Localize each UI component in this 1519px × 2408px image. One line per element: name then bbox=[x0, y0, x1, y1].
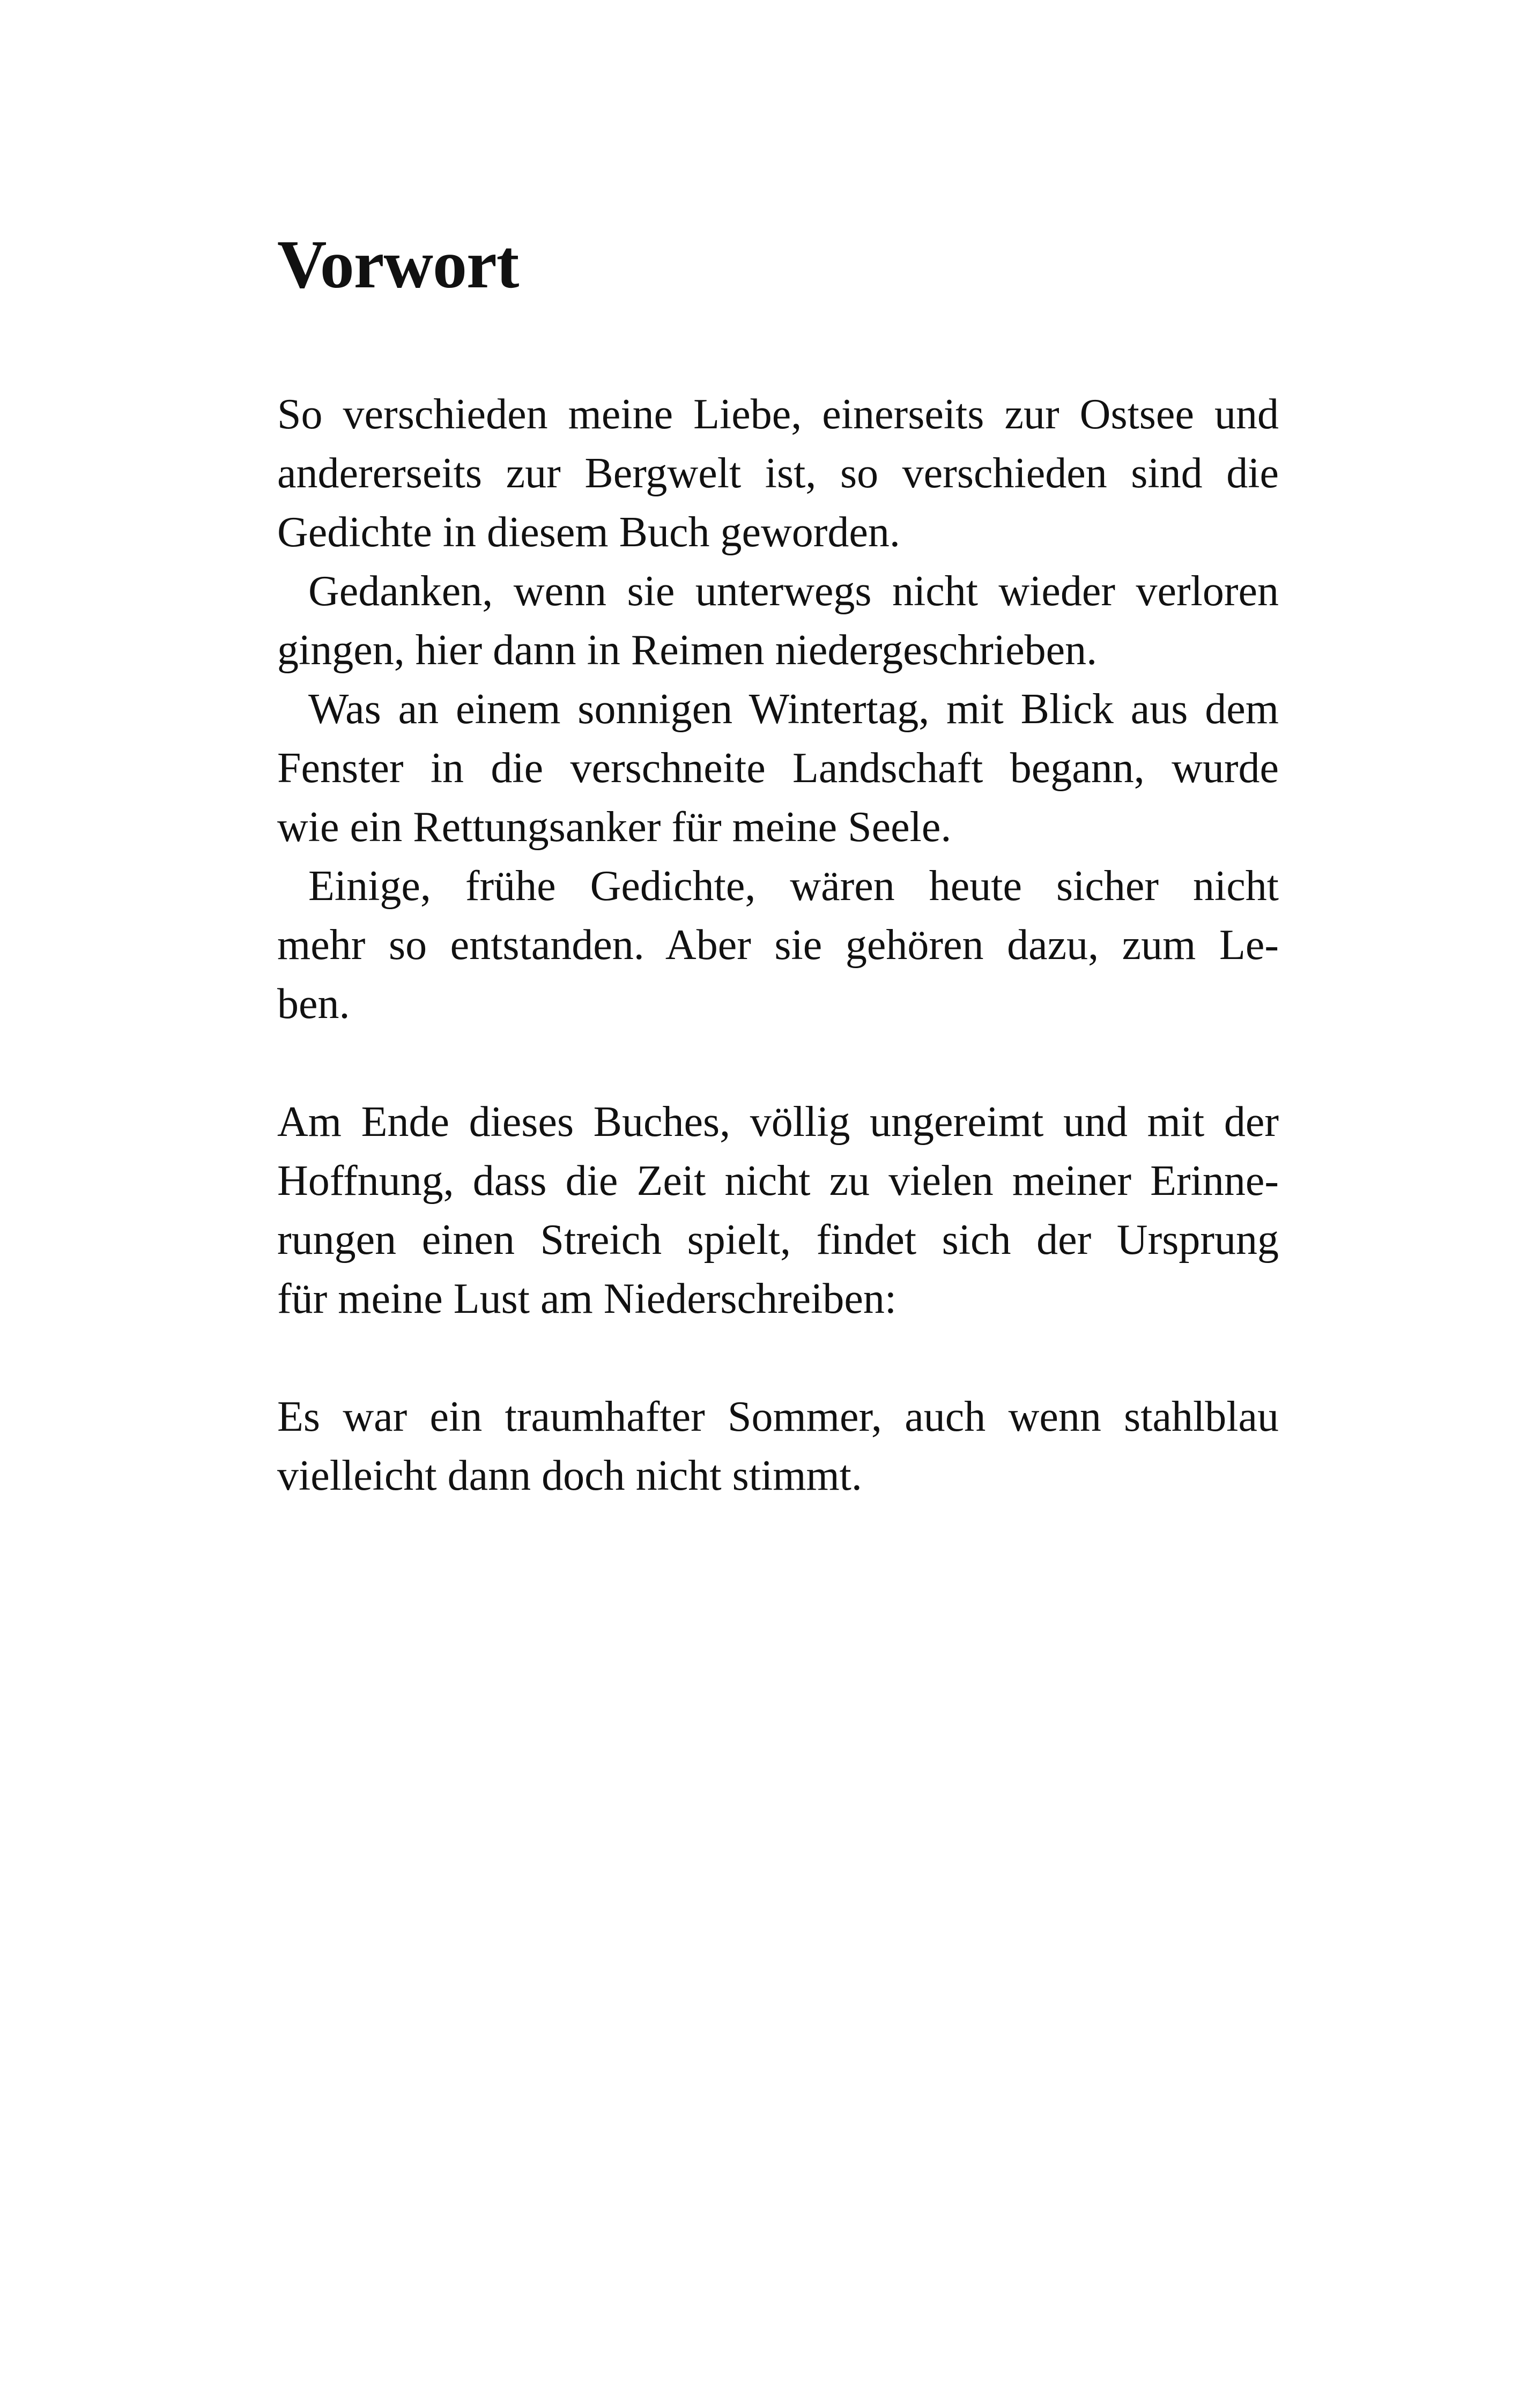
paragraph-fruehe-gedichte bbox=[277, 857, 1279, 1034]
paragraph-line: Gedichte in diesem Buch geworden. bbox=[277, 509, 900, 556]
paragraph-line: wie ein Rettungsanker für meine Seele. bbox=[277, 804, 952, 851]
paragraph-line: andererseits zur Bergwelt ist, so verschieden sind die bbox=[277, 450, 1279, 497]
paragraph-gedanken bbox=[277, 562, 1279, 680]
paragraph-line: So verschieden meine Liebe, einerseits zur Ostsee und bbox=[277, 391, 1279, 438]
paragraph-line: rungen einen Streich spielt, findet sich der Ursprung bbox=[277, 1216, 1279, 1264]
paragraph-line: Gedanken, wenn sie unterwegs nicht wieder verloren bbox=[308, 568, 1279, 615]
paragraph-line: Hoffnung, dass die Zeit nicht zu vielen meiner Erinne- bbox=[277, 1157, 1279, 1205]
paragraph-line: vielleicht dann doch nicht stimmt. bbox=[277, 1452, 862, 1499]
paragraph-intro bbox=[277, 385, 1279, 562]
paragraph-wintertag bbox=[277, 680, 1279, 857]
page-title: Vorwort bbox=[277, 226, 519, 302]
paragraph-line: Einige, frühe Gedichte, wären heute sicher nicht bbox=[308, 863, 1279, 910]
paragraph-line: für meine Lust am Niederschreiben: bbox=[277, 1275, 897, 1322]
paragraph-line: gingen, hier dann in Reimen niedergeschrieben. bbox=[277, 627, 1098, 674]
paragraph-line: Was an einem sonnigen Wintertag, mit Blick aus dem bbox=[308, 686, 1279, 733]
paragraph-line: mehr so entstanden. Aber sie gehören dazu, zum Le- bbox=[277, 921, 1279, 969]
paragraph-line: Am Ende dieses Buches, völlig ungereimt und mit der bbox=[277, 1098, 1279, 1146]
paragraph-line: Es war ein traumhafter Sommer, auch wenn stahlblau bbox=[277, 1393, 1279, 1440]
paragraph-sommer bbox=[277, 1387, 1279, 1505]
paragraph-line: ben. bbox=[277, 980, 350, 1028]
paragraph-line: Fenster in die verschneite Landschaft begann, wurde bbox=[277, 745, 1279, 792]
paragraph-am-ende bbox=[277, 1092, 1279, 1328]
